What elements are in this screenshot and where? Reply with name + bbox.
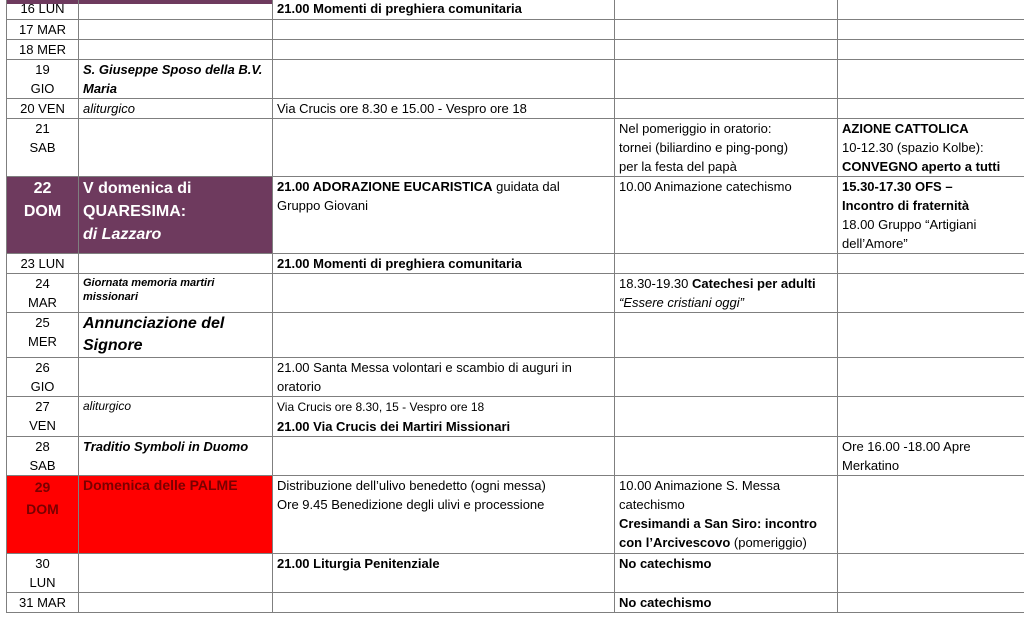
catechesis-cell xyxy=(615,60,838,99)
date-cell: 29 DOM xyxy=(7,476,79,554)
event-cell xyxy=(273,437,615,476)
date-cell: 31 MAR xyxy=(7,593,79,613)
event-cell: Distribuzione dell’ulivo benedetto (ogni messa) Ore 9.45 Benedizione degli ulivi e processione xyxy=(273,476,615,554)
groups-cell xyxy=(838,0,1024,20)
date-cell: 21 SAB xyxy=(7,119,79,177)
groups-cell xyxy=(838,274,1024,313)
groups-cell xyxy=(838,397,1024,437)
date-cell: 25 MER xyxy=(7,313,79,358)
feast-cell: V domenica di QUARESIMA: di Lazzaro xyxy=(79,177,273,254)
feast-cell xyxy=(79,40,273,60)
event-cell xyxy=(273,313,615,358)
catechesis-cell xyxy=(615,437,838,476)
table-row xyxy=(7,0,1024,20)
feast-cell: aliturgico xyxy=(79,99,273,119)
event-cell xyxy=(273,20,615,40)
table-row xyxy=(7,554,1024,593)
date-cell: 19 GIO xyxy=(7,60,79,99)
groups-cell xyxy=(838,554,1024,593)
feast-cell: S. Giuseppe Sposo della B.V. Maria xyxy=(79,60,273,99)
catechesis-cell xyxy=(615,313,838,358)
catechesis-cell xyxy=(615,40,838,60)
table-row xyxy=(7,40,1024,60)
feast-cell xyxy=(79,254,273,274)
event-cell: Via Crucis ore 8.30, 15 - Vespro ore 18 21.00 Via Crucis dei Martiri Missionari xyxy=(273,397,615,437)
table-row xyxy=(7,254,1024,274)
date-cell: 28 SAB xyxy=(7,437,79,476)
table-row xyxy=(7,60,1024,99)
event-cell xyxy=(273,60,615,99)
calendar-table xyxy=(6,0,1024,613)
groups-cell: AZIONE CATTOLICA 10-12.30 (spazio Kolbe): CONVEGNO aperto a tutti xyxy=(838,119,1024,177)
groups-cell xyxy=(838,593,1024,613)
feast-cell xyxy=(79,593,273,613)
date-cell: 27 VEN xyxy=(7,397,79,437)
feast-cell xyxy=(79,0,273,20)
table-row xyxy=(7,437,1024,476)
groups-cell xyxy=(838,99,1024,119)
event-cell xyxy=(273,274,615,313)
date-cell: 24 MAR xyxy=(7,274,79,313)
feast-cell xyxy=(79,358,273,397)
table-row xyxy=(7,593,1024,613)
groups-cell xyxy=(838,20,1024,40)
table-row xyxy=(7,313,1024,358)
event-cell: 21.00 Santa Messa volontari e scambio di auguri in oratorio xyxy=(273,358,615,397)
table-row xyxy=(7,397,1024,437)
feast-cell: Giornata memoria martiri missionari xyxy=(79,274,273,313)
event-cell: 21.00 ADORAZIONE EUCARISTICA guidata dal Gruppo Giovani xyxy=(273,177,615,254)
catechesis-cell xyxy=(615,358,838,397)
event-cell xyxy=(273,40,615,60)
groups-cell: Ore 16.00 -18.00 Apre Merkatino xyxy=(838,437,1024,476)
table-row xyxy=(7,119,1024,177)
groups-cell xyxy=(838,313,1024,358)
date-cell: 18 MER xyxy=(7,40,79,60)
groups-cell xyxy=(838,358,1024,397)
groups-cell xyxy=(838,40,1024,60)
feast-cell: Traditio Symboli in Duomo xyxy=(79,437,273,476)
catechesis-cell: 18.30-19.30 Catechesi per adulti “Essere cristiani oggi” xyxy=(615,274,838,313)
catechesis-cell: No catechismo xyxy=(615,554,838,593)
catechesis-cell: Nel pomeriggio in oratorio: tornei (biliardino e ping-pong) per la festa del papà xyxy=(615,119,838,177)
catechesis-cell xyxy=(615,0,838,20)
table-row xyxy=(7,177,1024,254)
feast-cell xyxy=(79,20,273,40)
catechesis-cell: 10.00 Animazione S. Messa catechismo Cresimandi a San Siro: incontro con l’Arcivescovo (pomeriggio) xyxy=(615,476,838,554)
table-row xyxy=(7,274,1024,313)
catechesis-cell xyxy=(615,397,838,437)
table-row xyxy=(7,358,1024,397)
feast-cell: Annunciazione del Signore xyxy=(79,313,273,358)
feast-cell xyxy=(79,554,273,593)
groups-cell xyxy=(838,254,1024,274)
catechesis-cell xyxy=(615,99,838,119)
date-cell: 16 LUN xyxy=(7,0,79,20)
event-cell xyxy=(273,593,615,613)
feast-cell: Domenica delle PALME xyxy=(79,476,273,554)
date-cell: 30 LUN xyxy=(7,554,79,593)
event-cell xyxy=(273,119,615,177)
table-row xyxy=(7,20,1024,40)
date-cell: 26 GIO xyxy=(7,358,79,397)
catechesis-cell: No catechismo xyxy=(615,593,838,613)
catechesis-cell xyxy=(615,20,838,40)
date-cell: 17 MAR xyxy=(7,20,79,40)
catechesis-cell xyxy=(615,254,838,274)
catechesis-cell: 10.00 Animazione catechismo xyxy=(615,177,838,254)
table-row xyxy=(7,99,1024,119)
groups-cell xyxy=(838,60,1024,99)
event-cell: 21.00 Momenti di preghiera comunitaria xyxy=(273,0,615,20)
feast-cell xyxy=(79,119,273,177)
event-cell: 21.00 Momenti di preghiera comunitaria xyxy=(273,254,615,274)
table-row xyxy=(7,476,1024,554)
feast-cell: aliturgico xyxy=(79,397,273,437)
date-cell: 20 VEN xyxy=(7,99,79,119)
event-cell: 21.00 Liturgia Penitenziale xyxy=(273,554,615,593)
groups-cell: 15.30-17.30 OFS – Incontro di fraternità 18.00 Gruppo “Artigiani dell’Amore” xyxy=(838,177,1024,254)
date-cell: 22 DOM xyxy=(7,177,79,254)
groups-cell xyxy=(838,476,1024,554)
date-cell: 23 LUN xyxy=(7,254,79,274)
event-cell: Via Crucis ore 8.30 e 15.00 - Vespro ore 18 xyxy=(273,99,615,119)
